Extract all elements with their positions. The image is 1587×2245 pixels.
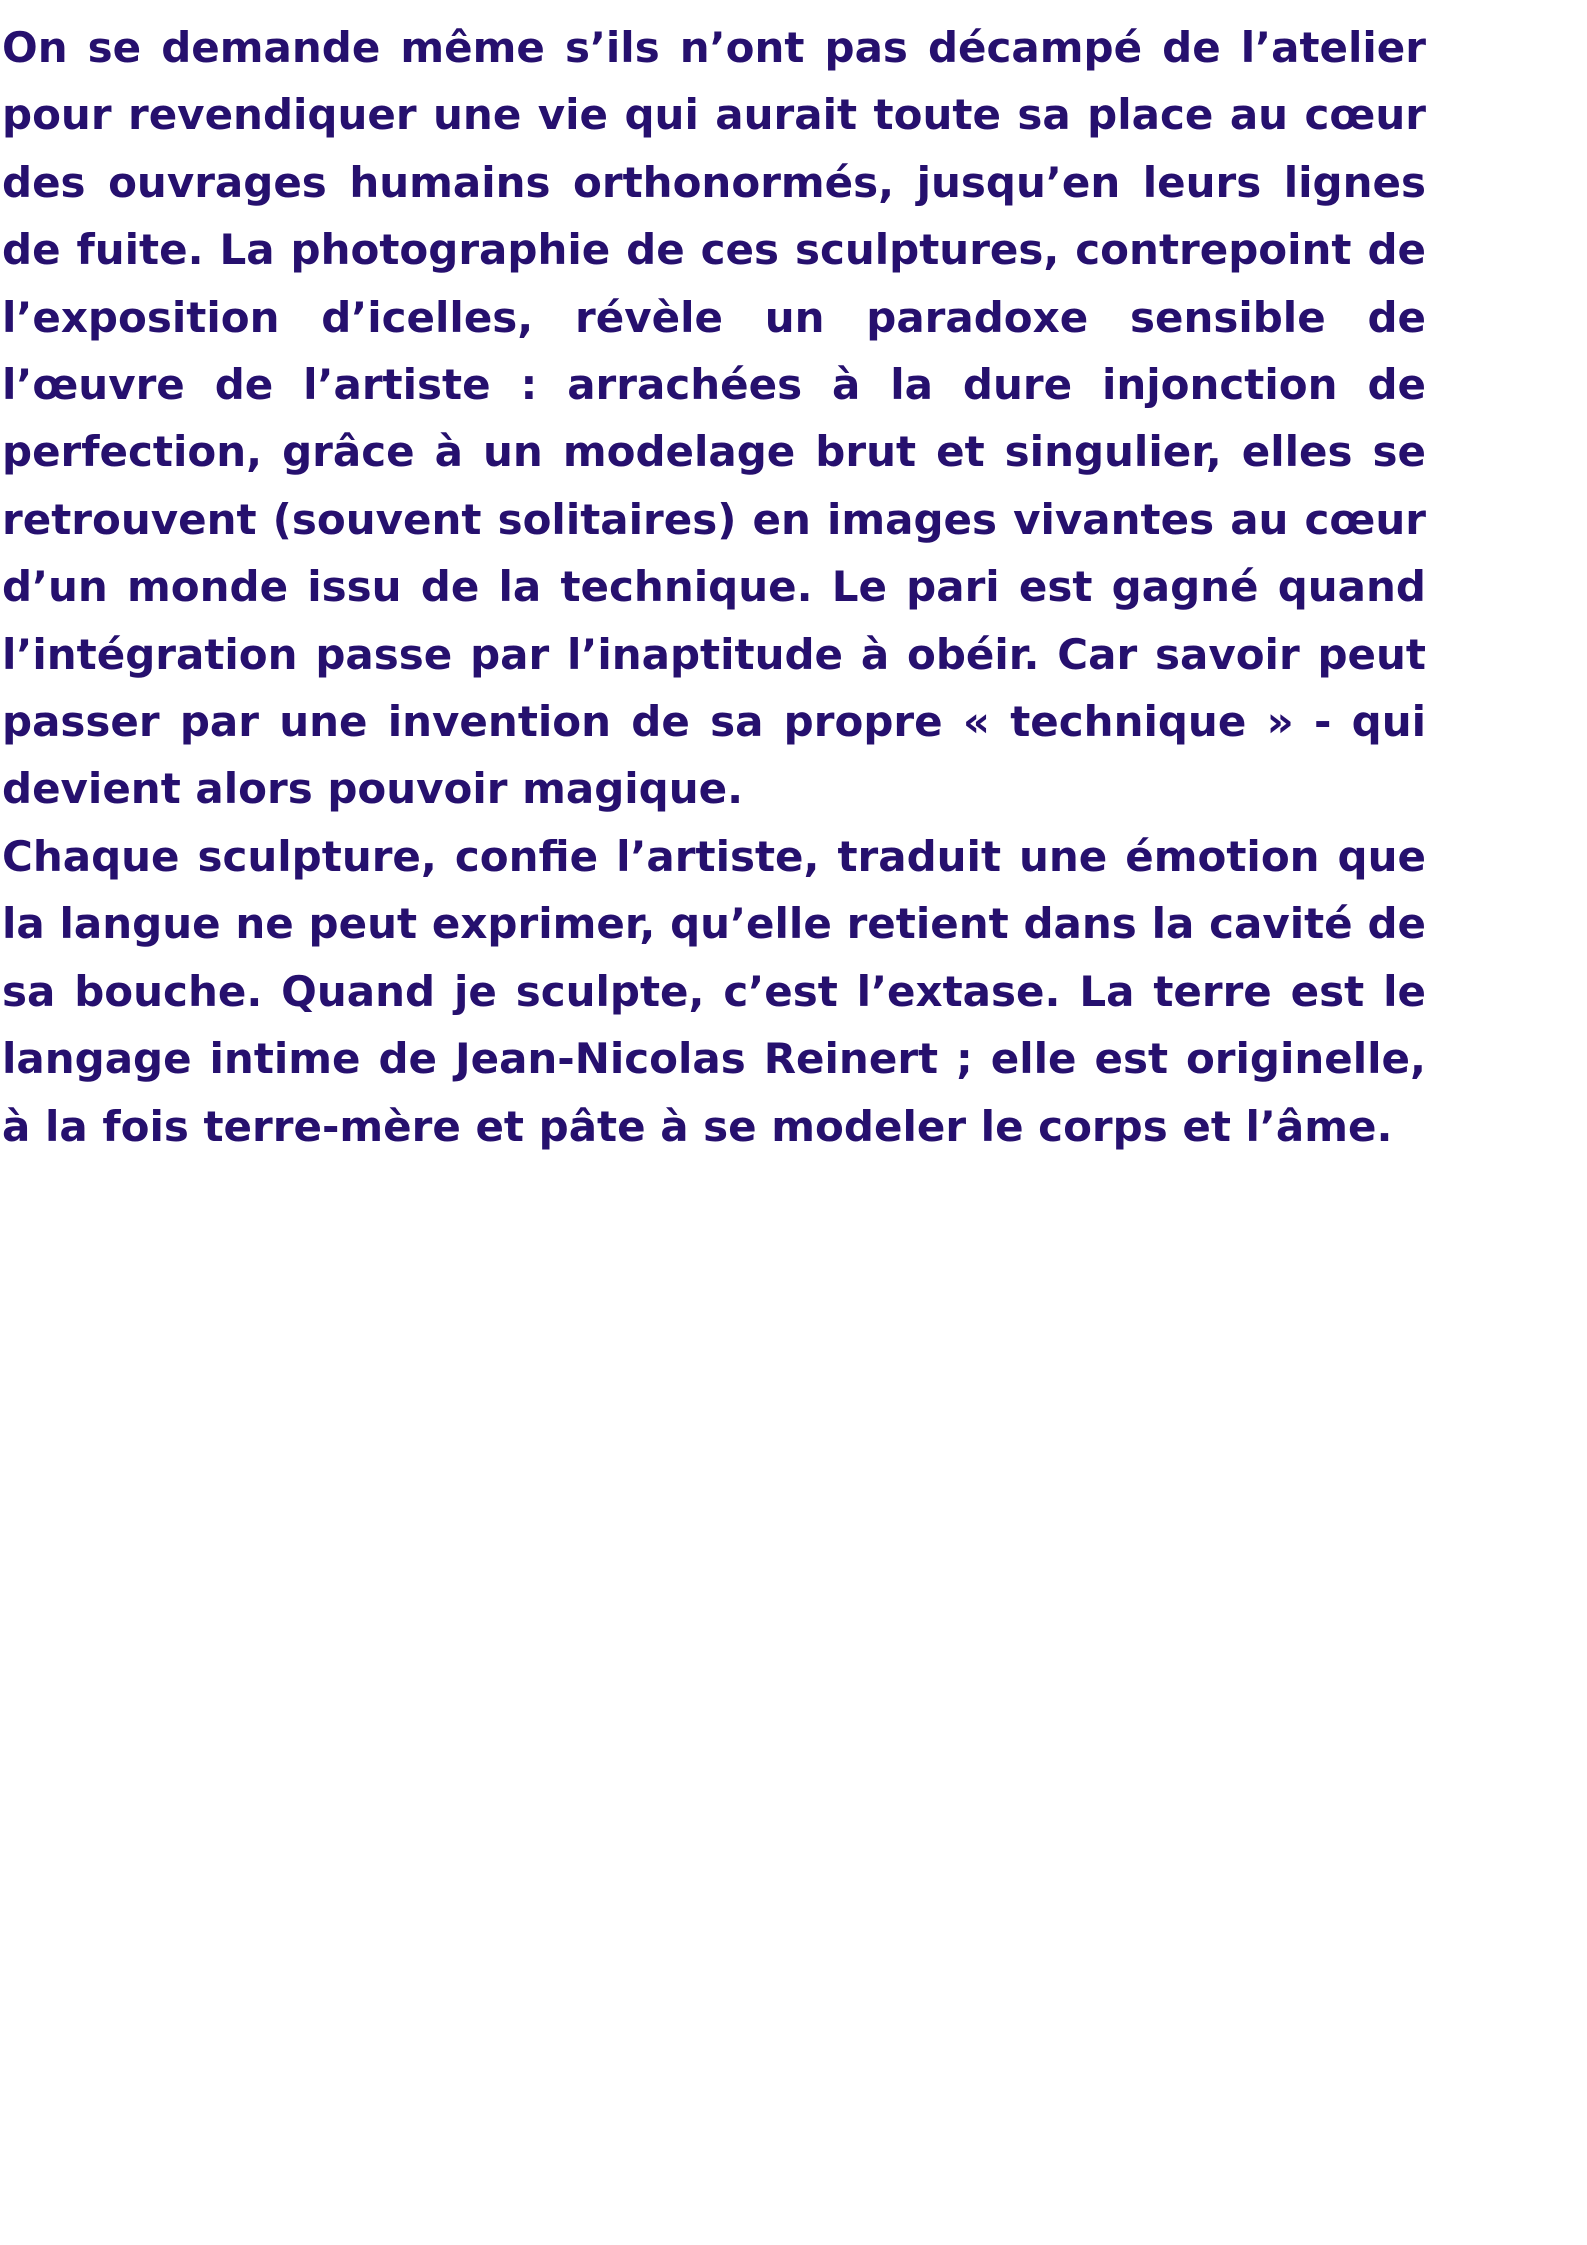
paragraph-2: Chaque sculpture, confie l’artiste, traduit une émotion que la langue ne peut exprimer, qu’elle retient dans la cavité de sa bouche. Quand je sculpte, c’est l’extase. La terre est le langage intime de Jean-Nicolas Reinert ; elle est originelle, à la fois terre-mère et pâte à se modeler le corps et l’âme. bbox=[2, 831, 1426, 1151]
paragraph-1: On se demande même s’ils n’ont pas décampé de l’atelier pour revendiquer une vie qui aurait toute sa place au cœur des ouvrages humains orthonormés, jusqu’en leurs lignes de fuite. La photographie de ces sculptures, contrepoint de l’exposition d’icelles, révèle un paradoxe sensible de l’œuvre de l’artiste : arrachées à la dure injonction de perfection, grâce à un modelage brut et singulier, elles se retrouvent (souvent solitaires) en images vivantes au cœur d’un monde issu de la technique. Le pari est gagné quand l’intégration passe par l’inaptitude à obéir. Car savoir peut passer par une invention de sa propre « technique » - qui devient alors pouvoir magique. bbox=[2, 23, 1426, 814]
body-text bbox=[2, 14, 1426, 1160]
